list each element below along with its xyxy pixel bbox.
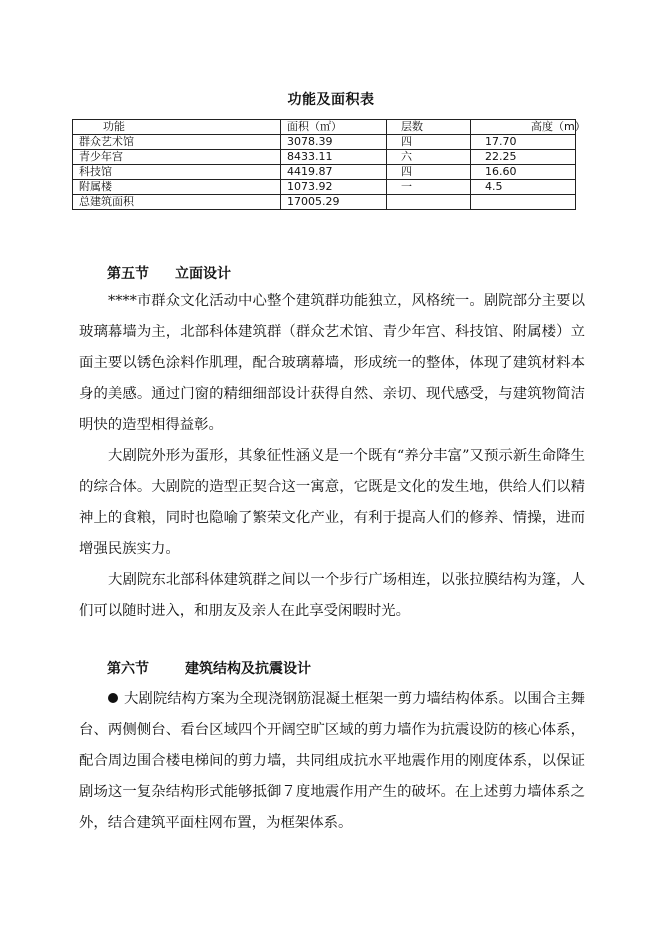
table-cell: 科技馆	[73, 165, 281, 180]
table-cell	[471, 195, 576, 210]
table-header-cell: 面积（㎡）	[281, 120, 387, 135]
table-title: 功能及面积表	[287, 92, 375, 108]
table-cell: 群众艺术馆	[73, 135, 281, 150]
section-5-heading	[107, 263, 231, 283]
table-cell: 1073.92	[281, 180, 387, 195]
section-number: 第五节	[107, 266, 149, 282]
paragraph-text: 大剧院结构方案为全现浇钢筋混凝土框架一剪力墙结构体系。以围合主舞台、两侧侧台、看台区域四个开阔空旷区域的剪力墙作为抗震设防的核心体系，配合周边围合楼电梯间的剪力墙，共同组成抗水平地震作用的刚度体系，以保证剧场这一复杂结构形式能够抵御７度地震作用产生的破坏。在上述剪力墙体系之外，结合建筑平面柱网布置，为框架体系。	[79, 691, 585, 831]
table-header-row	[73, 120, 576, 135]
table-cell: 四	[387, 135, 471, 150]
bullet-icon	[108, 693, 118, 703]
table-cell: 4419.87	[281, 165, 387, 180]
table-cell: 四	[387, 165, 471, 180]
section-title: 立面设计	[175, 266, 231, 282]
table-cell: 附属楼	[73, 180, 281, 195]
section-6-heading	[107, 658, 311, 678]
section-title: 建筑结构及抗震设计	[185, 661, 311, 677]
table-cell: 总建筑面积	[73, 195, 281, 210]
paragraph: 大剧院东北部科体建筑群之间以一个步行广场相连，以张拉膜结构为篷，人们可以随时进入，和朋友及亲人在此享受闲暇时光。	[79, 572, 585, 619]
table-cell: 8433.11	[281, 150, 387, 165]
table-cell: 六	[387, 150, 471, 165]
bullet-paragraph	[79, 684, 585, 839]
table-row	[73, 180, 576, 195]
table-header-cell: 高度（m）	[471, 120, 576, 135]
paragraph: ****市群众文化活动中心整个建筑群功能独立，风格统一。剧院部分主要以玻璃幕墙为主，北部科体建筑群（群众艺术馆、青少年宫、科技馆、附属楼）立面主要以锈色涂料作肌理，配合玻璃幕墙，形成统一的整体，体现了建筑材料本身的美感。通过门窗的精细细部设计获得自然、亲切、现代感受，与建筑物简洁明快的造型相得益彰。	[79, 293, 585, 433]
section-number: 第六节	[107, 661, 149, 677]
table-row	[73, 165, 576, 180]
paragraph: 大剧院外形为蛋形，其象征性涵义是一个既有“养分丰富”又预示新生命降生的综合体。大剧院的造型正契合这一寓意，它既是文化的发生地，供给人们以精神上的食粮，同时也隐喻了繁荣文化产业，有利于提高人们的修养、情操，进而增强民族实力。	[79, 448, 585, 557]
table-header-cell: 功能	[73, 120, 281, 135]
table-cell: 3078.39	[281, 135, 387, 150]
table-cell: 一	[387, 180, 471, 195]
table-cell: 22.25	[471, 150, 576, 165]
table-cell: 17.70	[471, 135, 576, 150]
table-header-cell: 层数	[387, 120, 471, 135]
area-table	[72, 119, 586, 210]
table-cell: 4.5	[471, 180, 576, 195]
table-row	[73, 195, 576, 210]
table-row	[73, 150, 576, 165]
table-cell: 17005.29	[281, 195, 387, 210]
table-cell	[387, 195, 471, 210]
table-cell: 青少年宫	[73, 150, 281, 165]
table-row	[73, 135, 576, 150]
table-cell: 16.60	[471, 165, 576, 180]
